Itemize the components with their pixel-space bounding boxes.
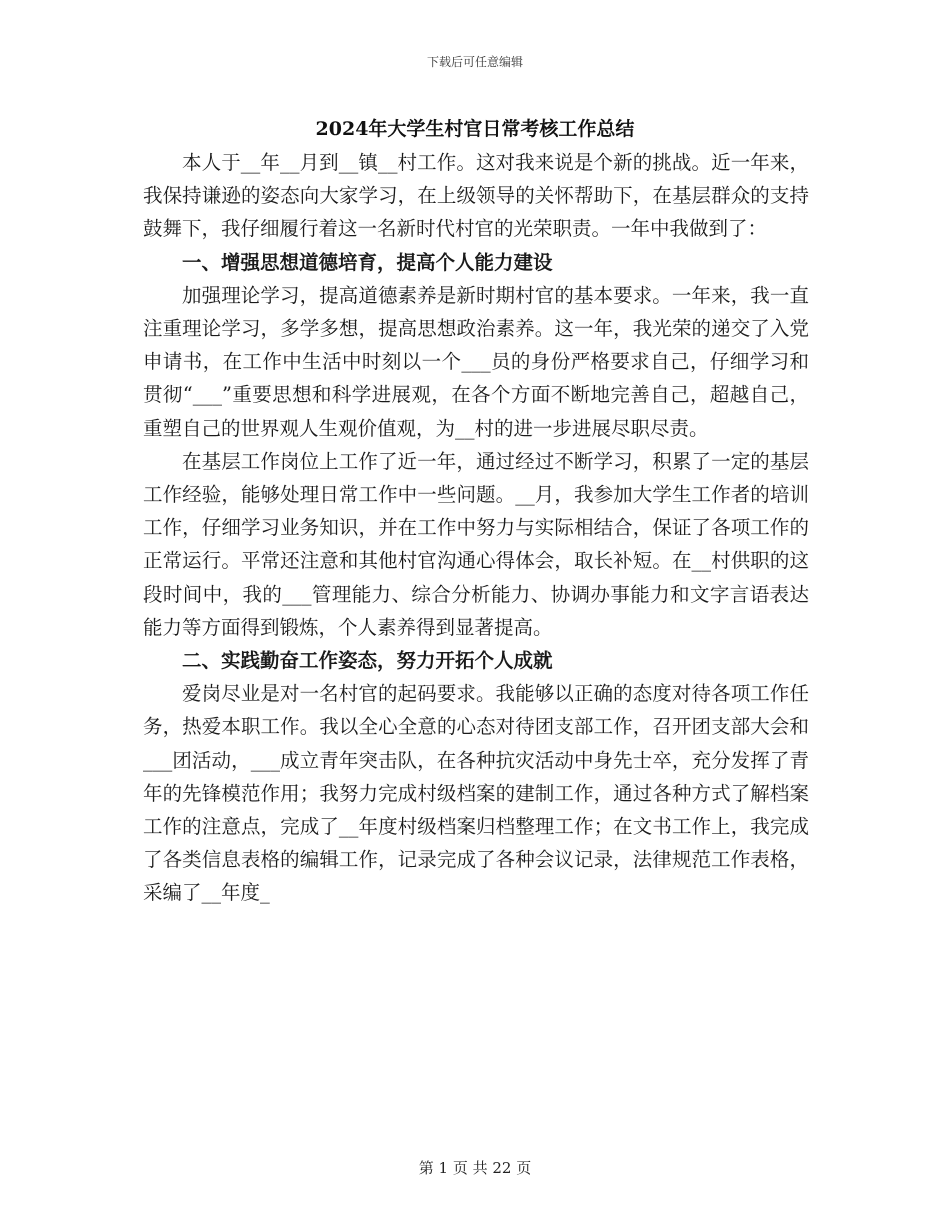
paragraph-dedication: 爱岗尽业是对一名村官的起码要求。我能够以正确的态度对待各项工作任务，热爱本职工作。我以全心全意的心态对待团支部工作，召开团支部大会和___团活动，___成立青年突击队，在各种抗灾活动中身先士卒，充分发挥了青年的先锋模范作用；我努力完成村级档案的建制工作，通过各种方式了解档案工作的注意点，完成了__年度村级档案归档整理工作；在文书工作上，我完成了各类信息表格的编辑工作，记录完成了各种会议记录，法律规范工作表格，采编了__年度_ bbox=[143, 682, 809, 905]
document-body bbox=[143, 146, 809, 910]
section-heading-2: 二、实践勤奋工作姿态，努力开拓个人成就 bbox=[182, 649, 553, 673]
page-footer: 第 1 页 共 22 页 bbox=[418, 1159, 532, 1177]
section-heading-1: 一、增强思想道德培育，提高个人能力建设 bbox=[182, 250, 553, 274]
header-note: 下载后可任意编辑 bbox=[426, 55, 523, 69]
paragraph-intro: 本人于__年__月到__镇__村工作。这对我来说是个新的挑战。近一年来，我保持谦逊的姿态向大家学习，在上级领导的关怀帮助下，在基层群众的支持鼓舞下，我仔细履行着这一名新时代村官的光荣职责。一年中我做到了： bbox=[143, 151, 809, 241]
paragraph-theory-study: 加强理论学习，提高道德素养是新时期村官的基本要求。一年来，我一直注重理论学习，多学多想，提高思想政治素养。这一年，我光荣的递交了入党申请书，在工作中生活中时刻以一个___员的身份严格要求自己，仔细学习和贯彻“___”重要思想和科学进展观，在各个方面不断地完善自己，超越自己，重塑自己的世界观人生观价值观，为__村的进一步进展尽职尽责。 bbox=[143, 283, 809, 440]
paragraph-work-experience: 在基层工作岗位上工作了近一年，通过经过不断学习，积累了一定的基层工作经验，能够处理日常工作中一些问题。__月，我参加大学生工作者的培训工作，仔细学习业务知识，并在工作中努力与实际相结合，保证了各项工作的正常运行。平常还注意和其他村官沟通心得体会，取长补短。在__村供职的这段时间中，我的___管理能力、综合分析能力、协调办事能力和文字言语表达能力等方面得到锻炼，个人素养得到显著提高。 bbox=[143, 449, 809, 639]
document-title: 2024年大学生村官日常考核工作总结 bbox=[315, 118, 635, 140]
